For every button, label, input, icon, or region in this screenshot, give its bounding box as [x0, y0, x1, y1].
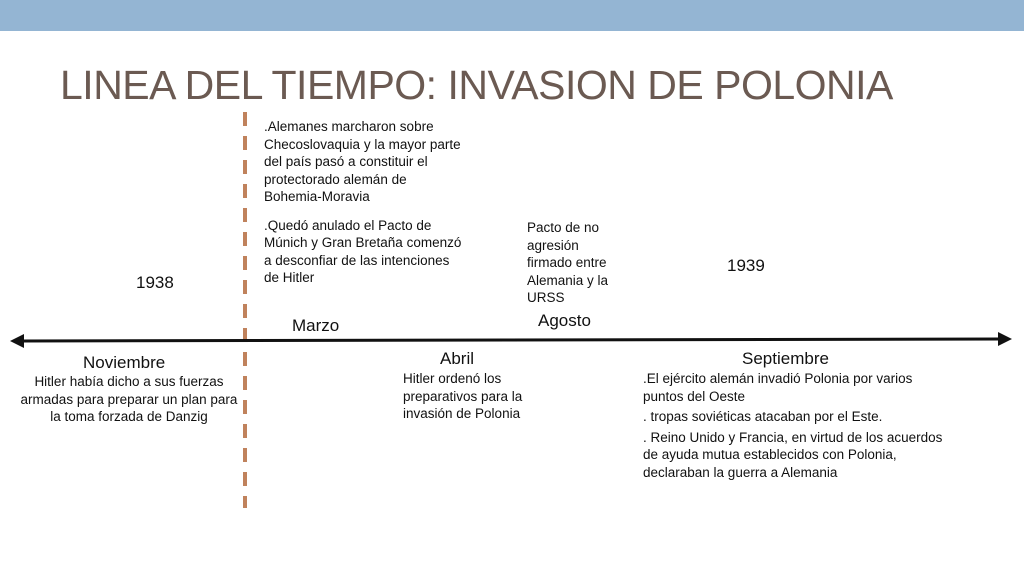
year-1939: 1939: [727, 256, 765, 275]
timeline-axis: [20, 339, 1002, 341]
month-septiembre: Septiembre: [742, 349, 829, 368]
event-marzo-2: .Quedó anulado el Pacto de Múnich y Gran Bretaña comenzó a desconfiar de las intenciones de Hitler: [264, 217, 462, 285]
event-septiembre-3: . Reino Unido y Francia, en virtud de los acuerdos de ayuda mutua establecidos con Polonia, declaraban la guerra a Alemania: [643, 429, 943, 480]
timeline-arrow-left: [10, 334, 24, 348]
event-marzo: [264, 118, 464, 287]
event-septiembre-1: .El ejército alemán invadió Polonia por varios puntos del Oeste: [643, 371, 913, 404]
event-marzo-1: .Alemanes marcharon sobre Checoslovaquia y la mayor parte del país pasó a constituir el protectorado alemán de Bohemia-Moravia: [264, 119, 461, 204]
month-agosto: Agosto: [538, 311, 591, 330]
year-1938: 1938: [136, 273, 174, 292]
page-title: LINEA DEL TIEMPO: INVASION DE POLONIA: [60, 62, 893, 108]
event-septiembre: [643, 370, 948, 481]
event-agosto: Pacto de no agresión firmado entre Alemania y la URSS: [527, 220, 609, 305]
timeline-arrow-right: [998, 332, 1012, 346]
event-abril: Hitler ordenó los preparativos para la invasión de Polonia: [403, 371, 523, 421]
month-abril: Abril: [440, 349, 475, 368]
month-noviembre: Noviembre: [83, 353, 166, 372]
month-marzo: Marzo: [292, 316, 340, 335]
event-septiembre-2: . tropas soviéticas atacaban por el Este.: [643, 409, 883, 424]
event-noviembre: Hitler había dicho a sus fuerzas armadas para preparar un plan para la toma forzada de Danzig: [20, 374, 238, 424]
